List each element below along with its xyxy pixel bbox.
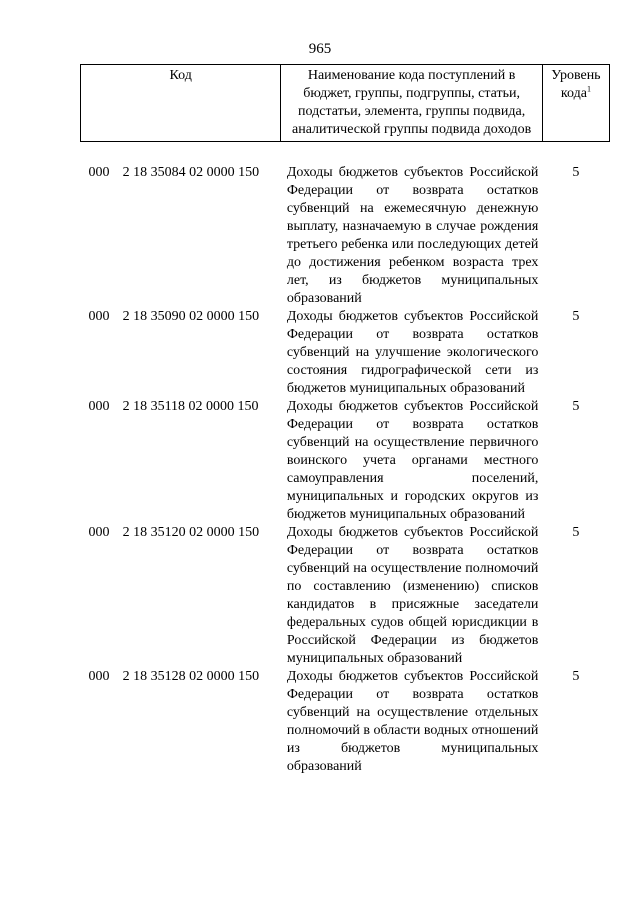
table-row — [81, 668, 610, 776]
row-code: 2 18 35118 02 0000 150 — [122, 399, 259, 414]
table-row — [81, 524, 610, 668]
row-name: Доходы бюджетов субъектов Российской Федерации от возврата остатков субвенций на ежемесячную денежную выплату, назначаемую в случае рождения третьего ребенка или последующих детей до достижения ребенком возраста трех лет, из бюджетов муниципальных образований — [286, 165, 539, 306]
row-code: 2 18 35120 02 0000 150 — [122, 525, 260, 540]
table-row — [81, 398, 610, 524]
row-prefix: 000 — [88, 309, 110, 324]
header-name: Наименование кода поступлений в бюджет, группы, подгруппы, статьи, подстатьи, элемента, группы подвида, аналитической группы подвида доходов — [281, 65, 542, 142]
footnote-marker: 1 — [586, 84, 591, 94]
header-level — [542, 65, 609, 142]
row-prefix: 000 — [88, 399, 110, 414]
row-level: 5 — [572, 669, 580, 684]
table-header-row — [81, 65, 610, 142]
row-name: Доходы бюджетов субъектов Российской Федерации от возврата остатков субвенций на осуществление полномочий по составлению (изменению) списков кандидатов в присяжные заседатели федеральных судов общей юрисдикции в Российской Федерации из бюджетов муниципальных образований — [286, 525, 539, 666]
row-name: Доходы бюджетов субъектов Российской Федерации от возврата остатков субвенций на осуществление отдельных полномочий в области водных отношений из бюджетов муниципальных образований — [286, 669, 539, 774]
header-level-label: Уровень кода — [551, 68, 601, 101]
row-code: 2 18 35090 02 0000 150 — [122, 309, 260, 324]
row-name: Доходы бюджетов субъектов Российской Федерации от возврата остатков субвенций на улучшение экологического состояния гидрографической сети из бюджетов муниципальных образований — [286, 309, 539, 396]
row-level: 5 — [572, 165, 580, 180]
row-prefix: 000 — [88, 525, 110, 540]
row-prefix: 000 — [88, 669, 110, 684]
row-level: 5 — [572, 399, 580, 414]
row-prefix: 000 — [88, 165, 110, 180]
row-level: 5 — [572, 309, 580, 324]
table-row — [81, 308, 610, 398]
table-row — [81, 164, 610, 308]
header-code: Код — [81, 65, 281, 142]
row-code: 2 18 35084 02 0000 150 — [122, 165, 260, 180]
revenue-codes-table — [80, 64, 610, 776]
page-number: 965 — [308, 41, 332, 57]
spacer-row — [81, 142, 610, 165]
row-name: Доходы бюджетов субъектов Российской Федерации от возврата остатков субвенций на осуществление первичного воинского учета органами местного самоуправления поселений, муниципальных и городских округов из бюджетов муниципальных образований — [286, 399, 539, 522]
row-code: 2 18 35128 02 0000 150 — [122, 669, 260, 684]
row-level: 5 — [572, 525, 580, 540]
